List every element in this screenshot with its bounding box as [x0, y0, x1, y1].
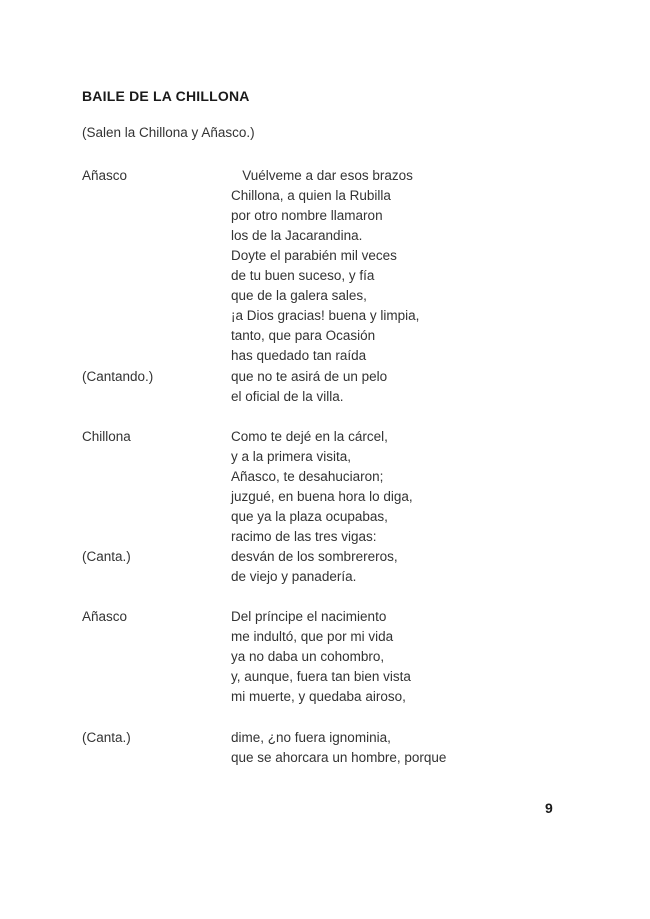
- verse-line: racimo de las tres vigas:: [231, 529, 377, 544]
- verse-line: juzgué, en buena hora lo diga,: [231, 489, 413, 504]
- verse-line: que ya la plaza ocupabas,: [231, 509, 388, 524]
- verse-line: ¡a Dios gracias! buena y limpia,: [231, 308, 420, 323]
- verse-line: Chillona, a quien la Rubilla: [231, 188, 391, 203]
- verse-line: Como te dejé en la cárcel,: [231, 429, 388, 444]
- verse-line: de viejo y panadería.: [231, 569, 357, 584]
- page-number: 9: [545, 800, 553, 816]
- verse-line: Añasco, te desahuciaron;: [231, 469, 384, 484]
- verse-line: que se ahorcara un hombre, porque: [231, 750, 447, 765]
- verse-line: que no te asirá de un pelo: [231, 369, 388, 384]
- verse-line: ya no daba un cohombro,: [231, 649, 385, 664]
- verse-line: por otro nombre llamaron: [231, 208, 383, 223]
- verse-line: Del príncipe el nacimiento: [231, 609, 387, 624]
- speaker-label: Añasco: [82, 168, 128, 183]
- speaker-label: (Cantando.): [82, 369, 154, 384]
- verse-line: que de la galera sales,: [231, 288, 367, 303]
- verse-line: los de la Jacarandina.: [231, 228, 363, 243]
- verse-line: y a la primera visita,: [231, 449, 352, 464]
- verse-line: y, aunque, fuera tan bien vista: [231, 669, 411, 684]
- speaker-label: Añasco: [82, 609, 128, 624]
- speaker-label: Chillona: [82, 429, 131, 444]
- page-title: BAILE DE LA CHILLONA: [82, 88, 250, 104]
- verse-line: mi muerte, y quedaba airoso,: [231, 689, 406, 704]
- verse-line: el oficial de la villa.: [231, 389, 344, 404]
- speaker-label: (Canta.): [82, 730, 131, 745]
- verse-line: de tu buen suceso, y fía: [231, 268, 375, 283]
- verse-line: desván de los sombrereros,: [231, 549, 398, 564]
- verse-line: dime, ¿no fuera ignominia,: [231, 730, 391, 745]
- verse-line: Doyte el parabién mil veces: [231, 248, 397, 263]
- verse-line: me indultó, que por mi vida: [231, 629, 394, 644]
- verse-line: has quedado tan raída: [231, 348, 367, 363]
- verse-line: tanto, que para Ocasión: [231, 328, 376, 343]
- verse-line: Vuélveme a dar esos brazos: [231, 168, 413, 183]
- speaker-label: (Canta.): [82, 549, 131, 564]
- stage-direction: (Salen la Chillona y Añasco.): [82, 125, 255, 140]
